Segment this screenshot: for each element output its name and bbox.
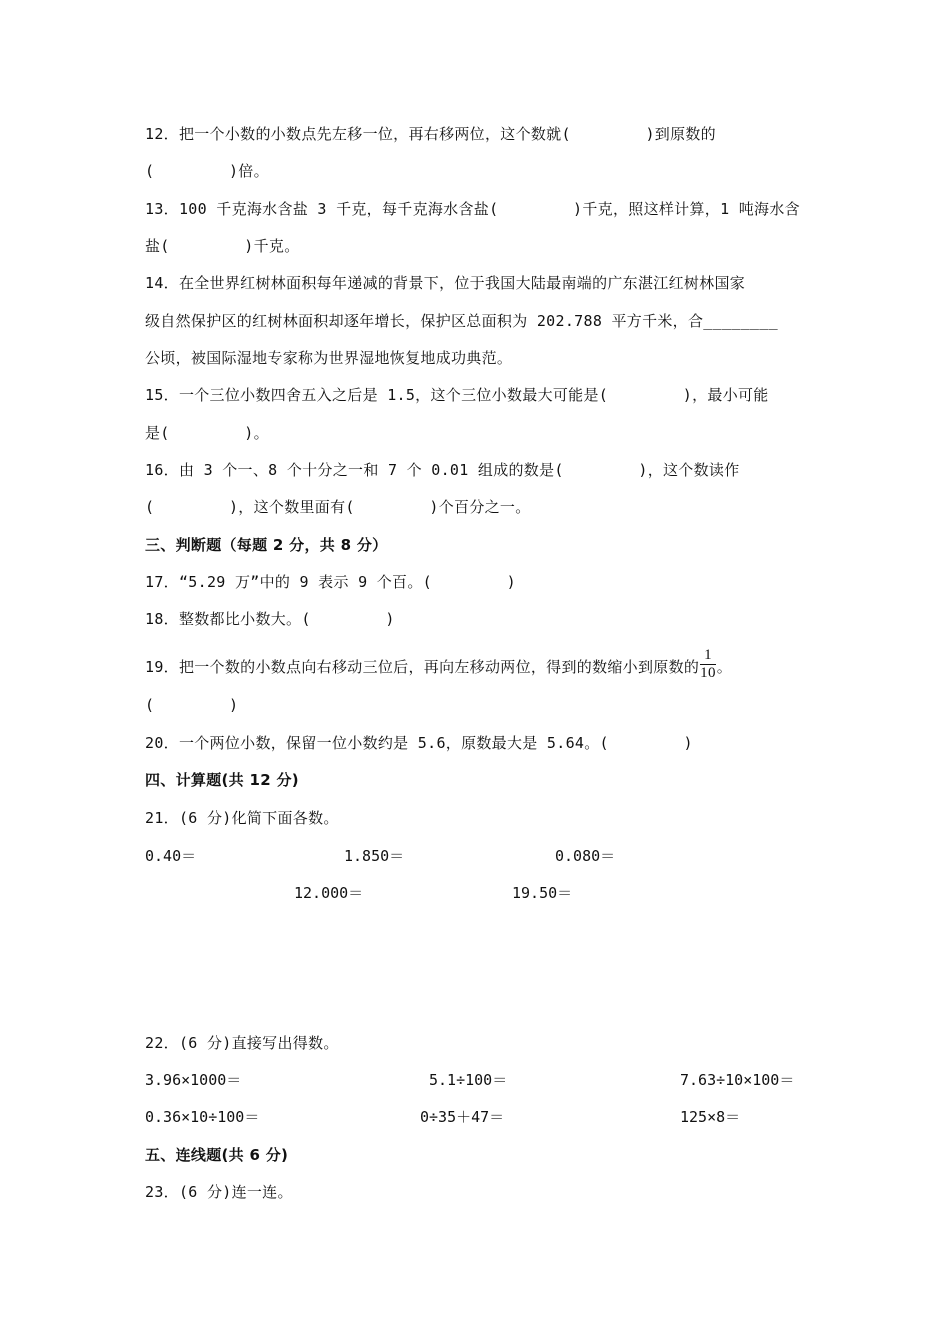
simplify-item: 0.080＝ <box>555 847 616 865</box>
fraction-one-tenth <box>700 647 716 682</box>
question-12-line-1: 12．把一个小数的小数点先左移一位，再右移两位，这个数就( )到原数的 <box>145 125 716 143</box>
question-17: 17．“5.29 万”中的 9 表示 9 个百。( ) <box>145 573 516 591</box>
question-14-line-3: 公顷，被国际湿地专家称为世界湿地恢复地成功典范。 <box>145 349 513 367</box>
question-18: 18．整数都比小数大。( ) <box>145 610 395 628</box>
question-19-text: 19．把一个数的小数点向右移动三位后，再向左移动两位，得到的数缩小到原数的 <box>145 658 700 676</box>
calc-item: 7.63÷10×100＝ <box>680 1071 795 1089</box>
section-heading-matching: 五、连线题(共 6 分) <box>145 1146 289 1164</box>
question-13-line-1: 13．100 千克海水含盐 3 千克，每千克海水含盐( )千克，照这样计算，1 吨海水含 <box>145 200 800 218</box>
question-19-line-1 <box>145 647 733 685</box>
question-14-line-1: 14．在全世界红树林面积每年递减的背景下，位于我国大陆最南端的广东湛江红树林国家 <box>145 274 746 292</box>
simplify-item: 0.40＝ <box>145 847 197 865</box>
calc-item: 5.1÷100＝ <box>429 1071 508 1089</box>
question-20: 20．一个两位小数，保留一位小数约是 5.6，原数最大是 5.64。( ) <box>145 734 693 752</box>
question-19-end: 。 <box>716 658 733 676</box>
calc-item: 0.36×10÷100＝ <box>145 1108 260 1126</box>
fraction-numerator: 1 <box>700 647 716 665</box>
calc-item: 3.96×1000＝ <box>145 1071 242 1089</box>
section-heading-judgement: 三、判断题（每题 2 分，共 8 分） <box>145 536 388 554</box>
question-15-line-2: 是( )。 <box>145 424 269 442</box>
question-12-line-2: ( )倍。 <box>145 162 269 180</box>
calc-item: 125×8＝ <box>680 1108 741 1126</box>
question-21-title: 21．(6 分)化简下面各数。 <box>145 809 339 827</box>
question-19-line-2: ( ) <box>145 696 239 714</box>
section-heading-calculation: 四、计算题(共 12 分) <box>145 771 299 789</box>
question-16-line-2: ( )，这个数里面有( )个百分之一。 <box>145 498 531 516</box>
question-22-title: 22．(6 分)直接写出得数。 <box>145 1034 339 1052</box>
question-16-line-1: 16．由 3 个一、8 个十分之一和 7 个 0.01 组成的数是( )，这个数读作 <box>145 461 740 479</box>
fraction-denominator: 10 <box>700 665 716 681</box>
simplify-item: 12.000＝ <box>294 884 364 902</box>
question-14-line-2: 级自然保护区的红树林面积却逐年增长，保护区总面积为 202.788 平方千米，合________ <box>145 312 778 330</box>
simplify-item: 1.850＝ <box>344 847 405 865</box>
question-23: 23．(6 分)连一连。 <box>145 1183 293 1201</box>
calc-item: 0÷35＋47＝ <box>420 1108 505 1126</box>
question-15-line-1: 15．一个三位小数四舍五入之后是 1.5，这个三位小数最大可能是( )，最小可能 <box>145 386 769 404</box>
simplify-item: 19.50＝ <box>512 884 573 902</box>
question-13-line-2: 盐( )千克。 <box>145 237 300 255</box>
